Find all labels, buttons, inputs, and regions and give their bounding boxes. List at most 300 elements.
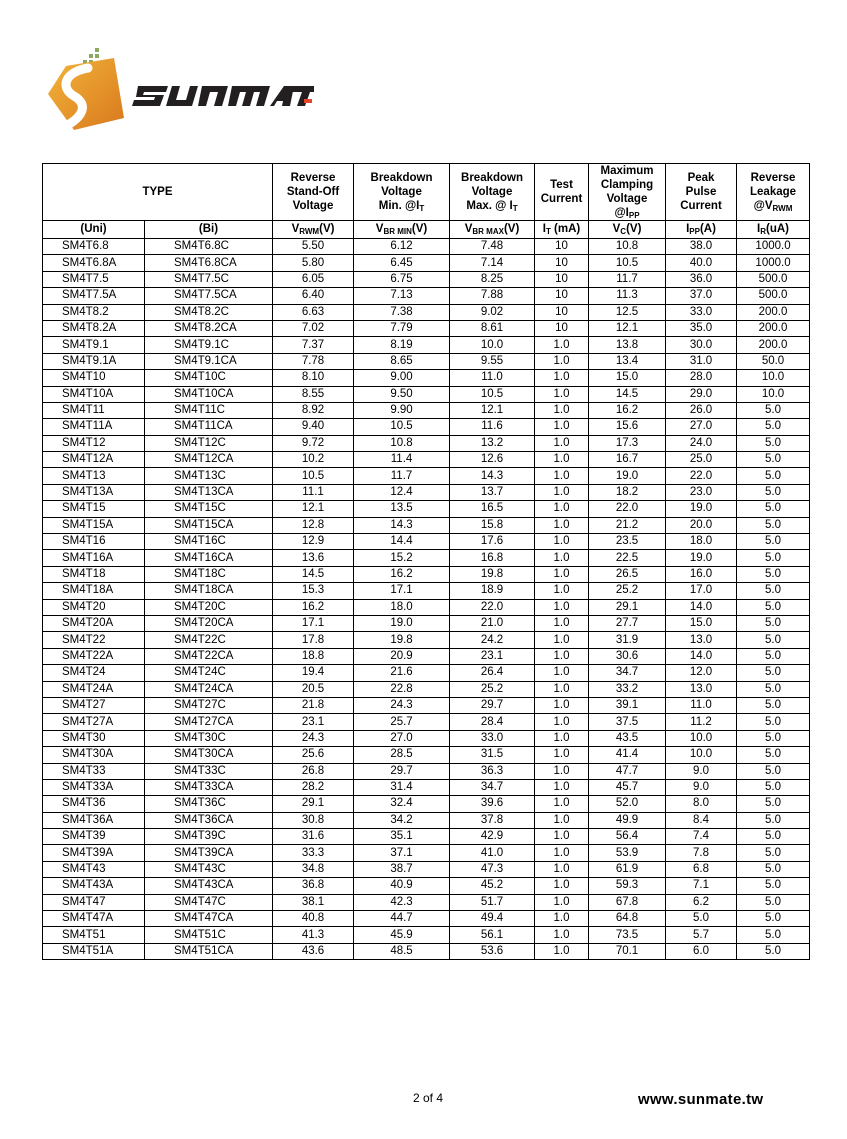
cell-vrwm: 9.40 <box>273 419 354 435</box>
cell-vrwm: 6.05 <box>273 271 354 287</box>
cell-vrwm: 30.8 <box>273 812 354 828</box>
cell-vc: 59.3 <box>589 878 666 894</box>
table-row <box>43 353 810 369</box>
cell-bi: SM4T20CA <box>145 615 273 631</box>
cell-uni: SM4T51A <box>43 943 145 959</box>
cell-uni: SM4T22A <box>43 648 145 664</box>
table-row <box>43 419 810 435</box>
cell-ipp: 9.0 <box>666 763 737 779</box>
cell-vrwm: 6.40 <box>273 288 354 304</box>
cell-uni: SM4T43 <box>43 861 145 877</box>
table-row <box>43 386 810 402</box>
cell-vbr-max: 11.0 <box>450 370 535 386</box>
cell-ir: 50.0 <box>737 353 810 369</box>
cell-uni: SM4T13 <box>43 468 145 484</box>
cell-vbr-min: 22.8 <box>354 681 450 697</box>
cell-vbr-min: 21.6 <box>354 665 450 681</box>
cell-vbr-min: 15.2 <box>354 550 450 566</box>
cell-vbr-max: 7.14 <box>450 255 535 271</box>
cell-vc: 33.2 <box>589 681 666 697</box>
table-row <box>43 648 810 664</box>
cell-vbr-max: 36.3 <box>450 763 535 779</box>
cell-uni: SM4T24 <box>43 665 145 681</box>
cell-bi: SM4T8.2C <box>145 304 273 320</box>
cell-vc: 39.1 <box>589 697 666 713</box>
cell-ir: 5.0 <box>737 845 810 861</box>
table-row <box>43 894 810 910</box>
table-row <box>43 452 810 468</box>
logo-emblem-icon <box>48 58 124 130</box>
cell-ir: 10.0 <box>737 386 810 402</box>
cell-ir: 5.0 <box>737 517 810 533</box>
table-body <box>43 239 810 960</box>
cell-vbr-min: 40.9 <box>354 878 450 894</box>
cell-ipp: 10.0 <box>666 747 737 763</box>
cell-it: 1.0 <box>535 714 589 730</box>
cell-vc: 73.5 <box>589 927 666 943</box>
cell-uni: SM4T13A <box>43 484 145 500</box>
cell-vbr-max: 9.55 <box>450 353 535 369</box>
cell-ipp: 22.0 <box>666 468 737 484</box>
table-row <box>43 845 810 861</box>
cell-vrwm: 43.6 <box>273 943 354 959</box>
cell-bi: SM4T9.1C <box>145 337 273 353</box>
cell-vbr-max: 41.0 <box>450 845 535 861</box>
cell-uni: SM4T6.8A <box>43 255 145 271</box>
cell-vbr-min: 8.65 <box>354 353 450 369</box>
table-row <box>43 599 810 615</box>
cell-ipp: 19.0 <box>666 501 737 517</box>
cell-bi: SM4T43CA <box>145 878 273 894</box>
cell-vc: 26.5 <box>589 566 666 582</box>
cell-vrwm: 13.6 <box>273 550 354 566</box>
cell-vc: 30.6 <box>589 648 666 664</box>
cell-uni: SM4T30A <box>43 747 145 763</box>
header-breakdown-min: Breakdown Voltage Min. $@I_T$ <box>354 164 450 221</box>
table-row <box>43 288 810 304</box>
cell-ipp: 27.0 <box>666 419 737 435</box>
cell-vc: 41.4 <box>589 747 666 763</box>
cell-bi: SM4T51CA <box>145 943 273 959</box>
cell-vbr-min: 38.7 <box>354 861 450 877</box>
subheader-row <box>43 221 810 239</box>
cell-vbr-max: 56.1 <box>450 927 535 943</box>
table-row <box>43 681 810 697</box>
cell-bi: SM4T24CA <box>145 681 273 697</box>
cell-vbr-min: 12.4 <box>354 484 450 500</box>
cell-it: 1.0 <box>535 599 589 615</box>
cell-vbr-min: 17.1 <box>354 583 450 599</box>
cell-bi: SM4T18CA <box>145 583 273 599</box>
logo-graphic <box>44 46 314 138</box>
table-row <box>43 911 810 927</box>
table-row <box>43 779 810 795</box>
subheader-bi: (Bi) <box>145 221 273 239</box>
cell-vbr-max: 23.1 <box>450 648 535 664</box>
table-row <box>43 812 810 828</box>
cell-vbr-min: 6.12 <box>354 239 450 255</box>
table-row <box>43 320 810 336</box>
cell-it: 1.0 <box>535 484 589 500</box>
cell-bi: SM4T39C <box>145 829 273 845</box>
cell-it: 1.0 <box>535 878 589 894</box>
cell-bi: SM4T7.5C <box>145 271 273 287</box>
cell-vrwm: 12.1 <box>273 501 354 517</box>
cell-vbr-min: 9.90 <box>354 402 450 418</box>
cell-vbr-min: 7.13 <box>354 288 450 304</box>
cell-ipp: 9.0 <box>666 779 737 795</box>
cell-ir: 5.0 <box>737 927 810 943</box>
spec-table-wrapper <box>42 163 809 960</box>
cell-vbr-max: 10.5 <box>450 386 535 402</box>
cell-ipp: 15.0 <box>666 615 737 631</box>
cell-uni: SM4T11 <box>43 402 145 418</box>
cell-vbr-max: 34.7 <box>450 779 535 795</box>
cell-ir: 5.0 <box>737 747 810 763</box>
logo-wordmark <box>132 86 314 106</box>
cell-it: 1.0 <box>535 730 589 746</box>
cell-ir: 5.0 <box>737 632 810 648</box>
cell-uni: SM4T18 <box>43 566 145 582</box>
cell-it: 1.0 <box>535 927 589 943</box>
cell-vbr-min: 14.4 <box>354 534 450 550</box>
cell-vrwm: 31.6 <box>273 829 354 845</box>
cell-vbr-min: 45.9 <box>354 927 450 943</box>
cell-ipp: 7.8 <box>666 845 737 861</box>
cell-vc: 15.6 <box>589 419 666 435</box>
cell-it: 1.0 <box>535 779 589 795</box>
cell-ir: 5.0 <box>737 550 810 566</box>
table-row <box>43 583 810 599</box>
cell-ipp: 5.0 <box>666 911 737 927</box>
cell-vc: 45.7 <box>589 779 666 795</box>
cell-vbr-min: 11.7 <box>354 468 450 484</box>
cell-ir: 5.0 <box>737 566 810 582</box>
cell-bi: SM4T27CA <box>145 714 273 730</box>
cell-vc: 11.3 <box>589 288 666 304</box>
table-row <box>43 697 810 713</box>
cell-vbr-min: 25.7 <box>354 714 450 730</box>
cell-it: 1.0 <box>535 861 589 877</box>
cell-bi: SM4T6.8CA <box>145 255 273 271</box>
cell-vbr-min: 9.50 <box>354 386 450 402</box>
cell-vc: 10.5 <box>589 255 666 271</box>
table-row <box>43 435 810 451</box>
cell-vbr-max: 33.0 <box>450 730 535 746</box>
cell-ipp: 12.0 <box>666 665 737 681</box>
cell-vc: 16.2 <box>589 402 666 418</box>
cell-ipp: 36.0 <box>666 271 737 287</box>
table-row <box>43 829 810 845</box>
cell-vrwm: 34.8 <box>273 861 354 877</box>
cell-uni: SM4T8.2A <box>43 320 145 336</box>
cell-vbr-max: 47.3 <box>450 861 535 877</box>
cell-vc: 21.2 <box>589 517 666 533</box>
cell-it: 1.0 <box>535 747 589 763</box>
cell-it: 1.0 <box>535 517 589 533</box>
cell-vbr-max: 39.6 <box>450 796 535 812</box>
cell-uni: SM4T10A <box>43 386 145 402</box>
cell-vbr-min: 8.19 <box>354 337 450 353</box>
cell-vbr-max: 13.2 <box>450 435 535 451</box>
cell-vc: 18.2 <box>589 484 666 500</box>
cell-ipp: 11.2 <box>666 714 737 730</box>
cell-vc: 13.4 <box>589 353 666 369</box>
cell-ipp: 5.7 <box>666 927 737 943</box>
cell-vbr-min: 18.0 <box>354 599 450 615</box>
cell-it: 1.0 <box>535 615 589 631</box>
cell-vbr-min: 32.4 <box>354 796 450 812</box>
cell-vbr-max: 7.88 <box>450 288 535 304</box>
cell-uni: SM4T47A <box>43 911 145 927</box>
cell-vc: 14.5 <box>589 386 666 402</box>
cell-vc: 27.7 <box>589 615 666 631</box>
table-row <box>43 337 810 353</box>
cell-vbr-min: 34.2 <box>354 812 450 828</box>
cell-vrwm: 7.37 <box>273 337 354 353</box>
cell-uni: SM4T6.8 <box>43 239 145 255</box>
header-breakdown-max: Breakdown Voltage Max. @ $I_T$ <box>450 164 535 221</box>
cell-ir: 5.0 <box>737 730 810 746</box>
cell-vrwm: 36.8 <box>273 878 354 894</box>
cell-vrwm: 14.5 <box>273 566 354 582</box>
cell-bi: SM4T12CA <box>145 452 273 468</box>
cell-ir: 5.0 <box>737 452 810 468</box>
header-test-current: Test Current <box>535 164 589 221</box>
cell-ir: 5.0 <box>737 583 810 599</box>
table-row <box>43 501 810 517</box>
table-row <box>43 370 810 386</box>
cell-it: 1.0 <box>535 534 589 550</box>
cell-vbr-max: 37.8 <box>450 812 535 828</box>
cell-it: 1.0 <box>535 419 589 435</box>
cell-vbr-max: 12.1 <box>450 402 535 418</box>
cell-vrwm: 5.80 <box>273 255 354 271</box>
cell-vbr-max: 15.8 <box>450 517 535 533</box>
cell-vrwm: 5.50 <box>273 239 354 255</box>
table-row <box>43 665 810 681</box>
cell-vbr-min: 44.7 <box>354 911 450 927</box>
cell-vc: 53.9 <box>589 845 666 861</box>
cell-vbr-min: 24.3 <box>354 697 450 713</box>
cell-uni: SM4T33A <box>43 779 145 795</box>
cell-vbr-min: 35.1 <box>354 829 450 845</box>
table-row <box>43 517 810 533</box>
cell-bi: SM4T13CA <box>145 484 273 500</box>
cell-ipp: 6.2 <box>666 894 737 910</box>
cell-it: 1.0 <box>535 370 589 386</box>
cell-ipp: 18.0 <box>666 534 737 550</box>
cell-bi: SM4T15C <box>145 501 273 517</box>
cell-it: 1.0 <box>535 894 589 910</box>
cell-vrwm: 8.92 <box>273 402 354 418</box>
header-type: TYPE <box>43 164 273 221</box>
cell-vc: 23.5 <box>589 534 666 550</box>
cell-vbr-max: 18.9 <box>450 583 535 599</box>
cell-bi: SM4T9.1CA <box>145 353 273 369</box>
cell-bi: SM4T30CA <box>145 747 273 763</box>
cell-ir: 5.0 <box>737 468 810 484</box>
cell-vbr-max: 13.7 <box>450 484 535 500</box>
cell-it: 1.0 <box>535 337 589 353</box>
cell-vc: 70.1 <box>589 943 666 959</box>
cell-bi: SM4T47C <box>145 894 273 910</box>
cell-it: 1.0 <box>535 452 589 468</box>
cell-vbr-min: 48.5 <box>354 943 450 959</box>
cell-bi: SM4T47CA <box>145 911 273 927</box>
cell-bi: SM4T43C <box>145 861 273 877</box>
cell-vbr-max: 10.0 <box>450 337 535 353</box>
cell-vc: 61.9 <box>589 861 666 877</box>
cell-vrwm: 17.8 <box>273 632 354 648</box>
table-row <box>43 468 810 484</box>
cell-uni: SM4T16A <box>43 550 145 566</box>
cell-vbr-max: 9.02 <box>450 304 535 320</box>
cell-uni: SM4T7.5A <box>43 288 145 304</box>
cell-bi: SM4T11CA <box>145 419 273 435</box>
cell-vrwm: 17.1 <box>273 615 354 631</box>
header-row <box>43 164 810 221</box>
cell-it: 10 <box>535 304 589 320</box>
cell-vbr-max: 19.8 <box>450 566 535 582</box>
cell-vbr-min: 16.2 <box>354 566 450 582</box>
cell-vc: 49.9 <box>589 812 666 828</box>
cell-it: 1.0 <box>535 943 589 959</box>
cell-it: 1.0 <box>535 812 589 828</box>
cell-it: 10 <box>535 271 589 287</box>
cell-vc: 13.8 <box>589 337 666 353</box>
cell-it: 1.0 <box>535 632 589 648</box>
cell-vrwm: 9.72 <box>273 435 354 451</box>
cell-vrwm: 15.3 <box>273 583 354 599</box>
cell-bi: SM4T16C <box>145 534 273 550</box>
cell-bi: SM4T7.5CA <box>145 288 273 304</box>
cell-ipp: 28.0 <box>666 370 737 386</box>
cell-it: 1.0 <box>535 845 589 861</box>
cell-ir: 500.0 <box>737 271 810 287</box>
cell-vrwm: 25.6 <box>273 747 354 763</box>
cell-ir: 10.0 <box>737 370 810 386</box>
cell-uni: SM4T9.1 <box>43 337 145 353</box>
subheader-vrwm: $V_{RWM}(V)$ <box>273 221 354 239</box>
cell-bi: SM4T20C <box>145 599 273 615</box>
cell-vrwm: 24.3 <box>273 730 354 746</box>
cell-it: 10 <box>535 320 589 336</box>
cell-vbr-max: 16.8 <box>450 550 535 566</box>
electrical-characteristics-table <box>42 163 810 960</box>
cell-vc: 47.7 <box>589 763 666 779</box>
cell-vc: 12.1 <box>589 320 666 336</box>
cell-vc: 43.5 <box>589 730 666 746</box>
cell-uni: SM4T20A <box>43 615 145 631</box>
cell-ir: 500.0 <box>737 288 810 304</box>
subheader-vbr-min: $V_{BR MIN}(V)$ <box>354 221 450 239</box>
cell-ir: 200.0 <box>737 337 810 353</box>
cell-ipp: 25.0 <box>666 452 737 468</box>
cell-it: 1.0 <box>535 501 589 517</box>
cell-it: 1.0 <box>535 353 589 369</box>
cell-ipp: 8.4 <box>666 812 737 828</box>
cell-it: 1.0 <box>535 796 589 812</box>
cell-vbr-max: 11.6 <box>450 419 535 435</box>
cell-bi: SM4T39CA <box>145 845 273 861</box>
cell-ir: 200.0 <box>737 320 810 336</box>
cell-uni: SM4T27 <box>43 697 145 713</box>
cell-vrwm: 10.5 <box>273 468 354 484</box>
cell-ipp: 35.0 <box>666 320 737 336</box>
cell-ir: 5.0 <box>737 763 810 779</box>
cell-ipp: 7.1 <box>666 878 737 894</box>
cell-it: 1.0 <box>535 402 589 418</box>
cell-vc: 16.7 <box>589 452 666 468</box>
table-row <box>43 255 810 271</box>
table-row <box>43 550 810 566</box>
cell-ipp: 31.0 <box>666 353 737 369</box>
cell-vrwm: 12.9 <box>273 534 354 550</box>
cell-bi: SM4T16CA <box>145 550 273 566</box>
cell-bi: SM4T10CA <box>145 386 273 402</box>
cell-uni: SM4T33 <box>43 763 145 779</box>
cell-uni: SM4T36A <box>43 812 145 828</box>
cell-bi: SM4T22C <box>145 632 273 648</box>
cell-it: 1.0 <box>535 648 589 664</box>
cell-it: 1.0 <box>535 566 589 582</box>
table-row <box>43 943 810 959</box>
cell-ir: 5.0 <box>737 943 810 959</box>
cell-ipp: 17.0 <box>666 583 737 599</box>
cell-ipp: 7.4 <box>666 829 737 845</box>
cell-ir: 5.0 <box>737 697 810 713</box>
cell-vrwm: 21.8 <box>273 697 354 713</box>
cell-vrwm: 38.1 <box>273 894 354 910</box>
cell-vbr-min: 11.4 <box>354 452 450 468</box>
subheader-vbr-max: $V_{BR MAX}(V)$ <box>450 221 535 239</box>
table-row <box>43 878 810 894</box>
table-row <box>43 747 810 763</box>
cell-ipp: 23.0 <box>666 484 737 500</box>
cell-vc: 25.2 <box>589 583 666 599</box>
cell-vrwm: 18.8 <box>273 648 354 664</box>
cell-vbr-max: 17.6 <box>450 534 535 550</box>
cell-bi: SM4T18C <box>145 566 273 582</box>
table-row <box>43 304 810 320</box>
cell-ir: 5.0 <box>737 419 810 435</box>
cell-bi: SM4T12C <box>145 435 273 451</box>
cell-vc: 10.8 <box>589 239 666 255</box>
cell-bi: SM4T27C <box>145 697 273 713</box>
cell-vrwm: 33.3 <box>273 845 354 861</box>
cell-vbr-max: 28.4 <box>450 714 535 730</box>
cell-vbr-min: 28.5 <box>354 747 450 763</box>
cell-it: 1.0 <box>535 435 589 451</box>
cell-uni: SM4T15A <box>43 517 145 533</box>
cell-uni: SM4T22 <box>43 632 145 648</box>
cell-uni: SM4T47 <box>43 894 145 910</box>
cell-it: 10 <box>535 239 589 255</box>
table-row <box>43 534 810 550</box>
cell-ipp: 38.0 <box>666 239 737 255</box>
cell-uni: SM4T15 <box>43 501 145 517</box>
cell-vbr-min: 6.75 <box>354 271 450 287</box>
cell-ipp: 6.8 <box>666 861 737 877</box>
cell-vbr-max: 8.61 <box>450 320 535 336</box>
cell-vbr-min: 31.4 <box>354 779 450 795</box>
cell-ir: 5.0 <box>737 894 810 910</box>
cell-uni: SM4T27A <box>43 714 145 730</box>
sunmate-logo <box>44 46 314 138</box>
header-reverse-leakage: Reverse Leakage $@V_{RWM}$ <box>737 164 810 221</box>
cell-uni: SM4T12 <box>43 435 145 451</box>
